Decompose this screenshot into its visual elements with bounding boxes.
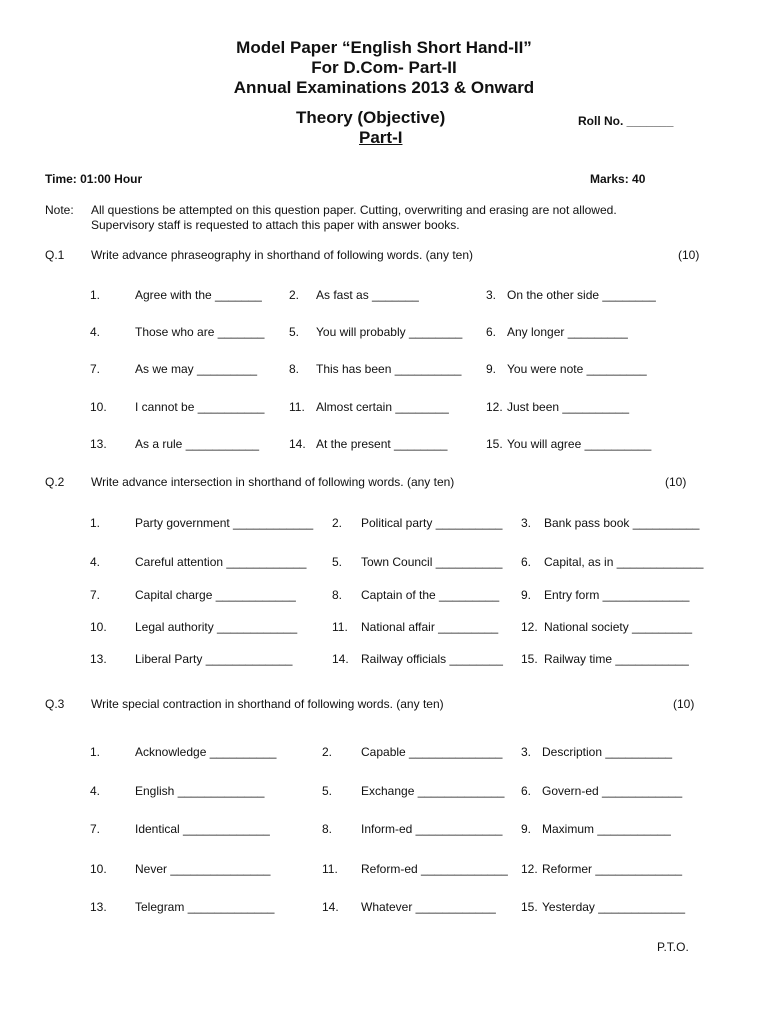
- q1-item-number: 7.: [90, 362, 101, 376]
- q2-label: Q.2: [45, 475, 65, 489]
- q3-item-number: 10.: [90, 862, 107, 876]
- q2-item-text: Careful attention ____________: [135, 555, 307, 569]
- q1-item-text: This has been __________: [316, 362, 462, 376]
- q3-item-text: Never _______________: [135, 862, 271, 876]
- q3-item-number: 9.: [521, 822, 532, 836]
- note-line-2: Supervisory staff is requested to attach this paper with answer books.: [91, 218, 460, 232]
- q3-item-number: 12.: [521, 862, 538, 876]
- q2-item-number: 7.: [90, 588, 101, 602]
- q2-item-text: Bank pass book __________: [544, 516, 700, 530]
- q2-item-text: Entry form _____________: [544, 588, 690, 602]
- q1-label: Q.1: [45, 248, 65, 262]
- q1-item-number: 4.: [90, 325, 101, 339]
- q2-item-text: Party government ____________: [135, 516, 314, 530]
- theory-heading: Theory (Objective): [296, 108, 446, 127]
- q2-item-text: Captain of the _________: [361, 588, 500, 602]
- q3-item-number: 8.: [322, 822, 333, 836]
- q2-item-number: 13.: [90, 652, 107, 666]
- q2-item-text: Political party __________: [361, 516, 503, 530]
- q2-item-text: Legal authority ____________: [135, 620, 298, 634]
- q2-item-number: 5.: [332, 555, 343, 569]
- q1-item-number: 13.: [90, 437, 107, 451]
- paper-title-line3: Annual Examinations 2013 & Onward: [233, 78, 535, 97]
- q2-item-number: 10.: [90, 620, 107, 634]
- paper-title-line1: Model Paper “English Short Hand-II”: [236, 38, 532, 57]
- q2-item-number: 6.: [521, 555, 532, 569]
- q1-item-number: 8.: [289, 362, 300, 376]
- paper-title-line2: For D.Com- Part-II: [311, 58, 457, 77]
- q3-item-text: Telegram _____________: [135, 900, 275, 914]
- q3-item-text: Identical _____________: [135, 822, 270, 836]
- q3-item-number: 11.: [322, 862, 338, 876]
- q3-item-number: 4.: [90, 784, 101, 798]
- q1-item-text: At the present ________: [316, 437, 448, 451]
- q2-item-number: 14.: [332, 652, 349, 666]
- q3-item-number: 13.: [90, 900, 107, 914]
- q1-item-number: 10.: [90, 400, 107, 414]
- q1-item-number: 11.: [289, 400, 305, 414]
- total-marks: Marks: 40: [590, 172, 646, 186]
- q1-item-text: On the other side ________: [507, 288, 656, 302]
- q3-item-text: English _____________: [135, 784, 265, 798]
- q3-item-number: 15.: [521, 900, 538, 914]
- q2-item-text: Railway time ___________: [544, 652, 689, 666]
- q3-marks: (10): [673, 697, 695, 711]
- q3-item-text: Exchange _____________: [361, 784, 505, 798]
- q1-marks: (10): [678, 248, 700, 262]
- q2-item-number: 11.: [332, 620, 348, 634]
- note-label: Note:: [45, 203, 74, 217]
- q1-item-text: You were note _________: [507, 362, 647, 376]
- q1-item-number: 15.: [486, 437, 503, 451]
- q2-marks: (10): [665, 475, 687, 489]
- q3-item-text: Acknowledge __________: [135, 745, 277, 759]
- q3-item-text: Reform-ed _____________: [361, 862, 508, 876]
- q2-item-text: National affair _________: [361, 620, 499, 634]
- q1-item-number: 5.: [289, 325, 300, 339]
- q2-item-number: 3.: [521, 516, 532, 530]
- q1-item-text: Agree with the _______: [135, 288, 262, 302]
- q1-item-text: As a rule ___________: [135, 437, 260, 451]
- q3-item-text: Maximum ___________: [542, 822, 671, 836]
- q1-item-text: As fast as _______: [316, 288, 419, 302]
- q2-item-number: 15.: [521, 652, 538, 666]
- q1-item-text: I cannot be __________: [135, 400, 265, 414]
- time-allowed: Time: 01:00 Hour: [45, 172, 143, 186]
- q2-item-number: 9.: [521, 588, 532, 602]
- q2-item-number: 4.: [90, 555, 101, 569]
- q2-item-text: Capital charge ____________: [135, 588, 296, 602]
- q1-item-text: Any longer _________: [507, 325, 628, 339]
- q2-item-text: Capital, as in _____________: [544, 555, 704, 569]
- q3-item-text: Yesterday _____________: [542, 900, 686, 914]
- q2-item-text: Railway officials ________: [361, 652, 503, 666]
- q3-item-number: 7.: [90, 822, 101, 836]
- q1-item-number: 14.: [289, 437, 306, 451]
- q1-item-text: As we may _________: [135, 362, 258, 376]
- part-heading: Part-I: [359, 128, 403, 147]
- q1-item-number: 2.: [289, 288, 300, 302]
- q3-item-text: Whatever ____________: [361, 900, 496, 914]
- q2-item-number: 2.: [332, 516, 343, 530]
- note-line-1: All questions be attempted on this question paper. Cutting, overwriting and erasing are not allowed.: [91, 203, 617, 217]
- q1-item-number: 1.: [90, 288, 101, 302]
- q3-item-number: 6.: [521, 784, 532, 798]
- q1-item-number: 12.: [486, 400, 503, 414]
- q2-item-number: 8.: [332, 588, 343, 602]
- pto-label: P.T.O.: [657, 940, 689, 954]
- q2-item-number: 1.: [90, 516, 101, 530]
- q3-item-number: 14.: [322, 900, 339, 914]
- q3-item-text: Inform-ed _____________: [361, 822, 503, 836]
- q3-item-number: 5.: [322, 784, 333, 798]
- q1-item-text: You will agree __________: [507, 437, 652, 451]
- q1-item-number: 9.: [486, 362, 497, 376]
- q3-text: Write special contraction in shorthand of following words. (any ten): [91, 697, 444, 711]
- q2-text: Write advance intersection in shorthand of following words. (any ten): [91, 475, 455, 489]
- q2-item-text: Liberal Party _____________: [135, 652, 293, 666]
- q3-item-number: 1.: [90, 745, 101, 759]
- q1-item-number: 3.: [486, 288, 497, 302]
- q1-item-text: Those who are _______: [135, 325, 265, 339]
- q2-item-text: Town Council __________: [361, 555, 503, 569]
- q3-item-text: Description __________: [542, 745, 673, 759]
- q1-text: Write advance phraseography in shorthand of following words. (any ten): [91, 248, 473, 262]
- q1-item-text: Just been __________: [507, 400, 630, 414]
- q3-item-text: Reformer _____________: [542, 862, 683, 876]
- q2-item-text: National society _________: [544, 620, 693, 634]
- roll-no: Roll No. _______: [578, 114, 674, 128]
- q3-item-number: 3.: [521, 745, 532, 759]
- q1-item-text: Almost certain ________: [316, 400, 449, 414]
- q1-item-number: 6.: [486, 325, 497, 339]
- q3-item-text: Capable ______________: [361, 745, 503, 759]
- q3-item-number: 2.: [322, 745, 333, 759]
- q3-item-text: Govern-ed ____________: [542, 784, 683, 798]
- q1-item-text: You will probably ________: [316, 325, 463, 339]
- q3-label: Q.3: [45, 697, 65, 711]
- q2-item-number: 12.: [521, 620, 538, 634]
